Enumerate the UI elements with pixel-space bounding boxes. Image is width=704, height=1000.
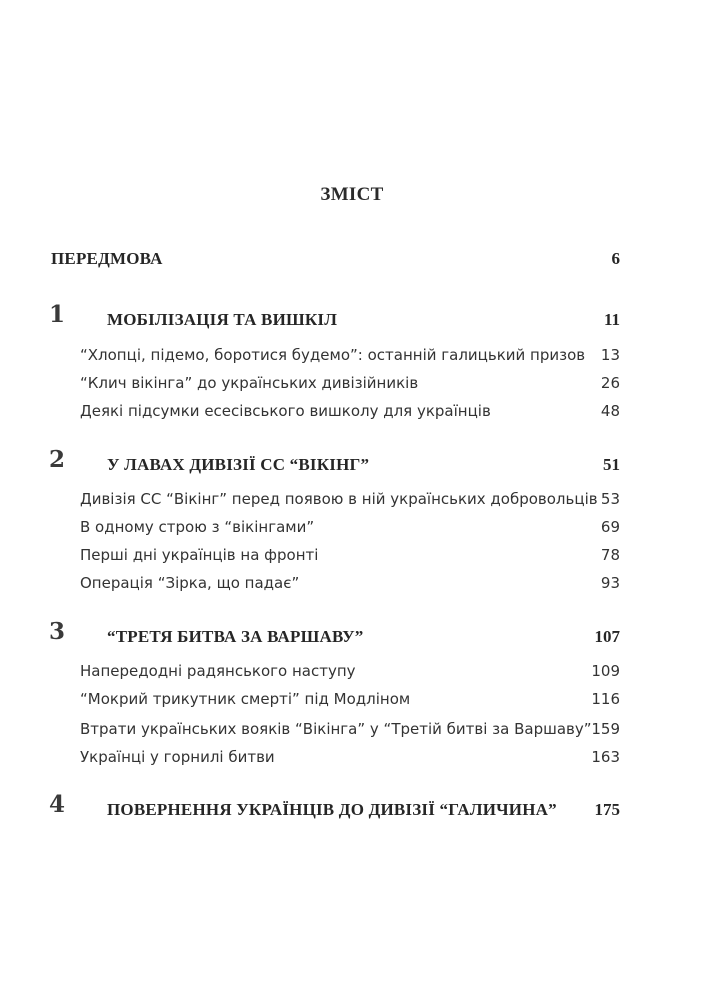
toc-chapter-entry: [0, 618, 704, 648]
page-title: ЗМІСТ: [320, 184, 384, 205]
toc-section-entry: [0, 748, 704, 772]
section-title: Українці у горнилі битви: [80, 748, 275, 766]
preface-label: ПЕРЕДМОВА: [51, 249, 163, 268]
chapter-page: 11: [603, 310, 620, 329]
toc-chapter-entry: [0, 791, 704, 821]
section-title: “Мокрий трикутник смерті” під Модліном: [80, 690, 411, 708]
toc-section-entry: [0, 402, 704, 426]
toc-preface-entry: [0, 249, 704, 273]
section-page: 26: [600, 374, 620, 392]
section-page: 116: [591, 690, 620, 708]
section-title: Перші дні українців на фронті: [80, 546, 319, 564]
section-title: “Хлопці, підемо, боротися будемо”: останній галицький призов: [80, 346, 586, 364]
toc-section-entry: [0, 720, 704, 744]
toc-section-entry: [0, 490, 704, 514]
chapter-number: 2: [49, 446, 66, 473]
section-title: Деякі підсумки есесівського вишколу для українців: [80, 402, 491, 420]
chapter-page: 107: [594, 627, 620, 646]
toc-section-entry: [0, 690, 704, 714]
preface-page: 6: [611, 249, 620, 268]
section-title: Втрати українських вояків “Вікінга” у “Третій битві за Варшаву”: [80, 720, 592, 738]
toc-chapter-entry: [0, 301, 704, 331]
toc-section-entry: [0, 546, 704, 570]
section-title: Дивізія СС “Вікінг” перед появою в ній українських добровольців: [80, 490, 598, 508]
section-page: 109: [591, 662, 620, 680]
chapter-number: 4: [49, 791, 66, 818]
chapter-title: МОБІЛІЗАЦІЯ ТА ВИШКІЛ: [107, 310, 338, 329]
section-title: “Клич вікінга” до українських дивізійників: [80, 374, 419, 392]
toc-section-entry: [0, 662, 704, 686]
chapter-title: “ТРЕТЯ БИТВА ЗА ВАРШАВУ”: [107, 627, 364, 646]
section-title: Напередодні радянського наступу: [80, 662, 356, 680]
section-page: 159: [591, 720, 620, 738]
toc-chapter-entry: [0, 446, 704, 476]
chapter-number: 3: [49, 618, 66, 645]
section-page: 13: [600, 346, 620, 364]
section-page: 48: [600, 402, 620, 420]
chapter-number: 1: [49, 301, 66, 328]
chapter-page: 175: [594, 800, 620, 819]
toc-section-entry: [0, 518, 704, 542]
section-title: Операція “Зірка, що падає”: [80, 574, 300, 592]
chapter-title: У ЛАВАХ ДИВІЗІЇ СС “ВІКІНГ”: [107, 455, 370, 474]
section-page: 69: [600, 518, 620, 536]
toc-section-entry: [0, 374, 704, 398]
section-page: 93: [600, 574, 620, 592]
chapter-title: ПОВЕРНЕННЯ УКРАЇНЦІВ ДО ДИВІЗІЇ “ГАЛИЧИНА”: [107, 800, 557, 819]
section-page: 163: [591, 748, 620, 766]
toc-section-entry: [0, 346, 704, 370]
section-page: 78: [600, 546, 620, 564]
chapter-page: 51: [603, 455, 620, 474]
section-page: 53: [600, 490, 620, 508]
section-title: В одному строю з “вікінгами”: [80, 518, 315, 536]
toc-section-entry: [0, 574, 704, 598]
